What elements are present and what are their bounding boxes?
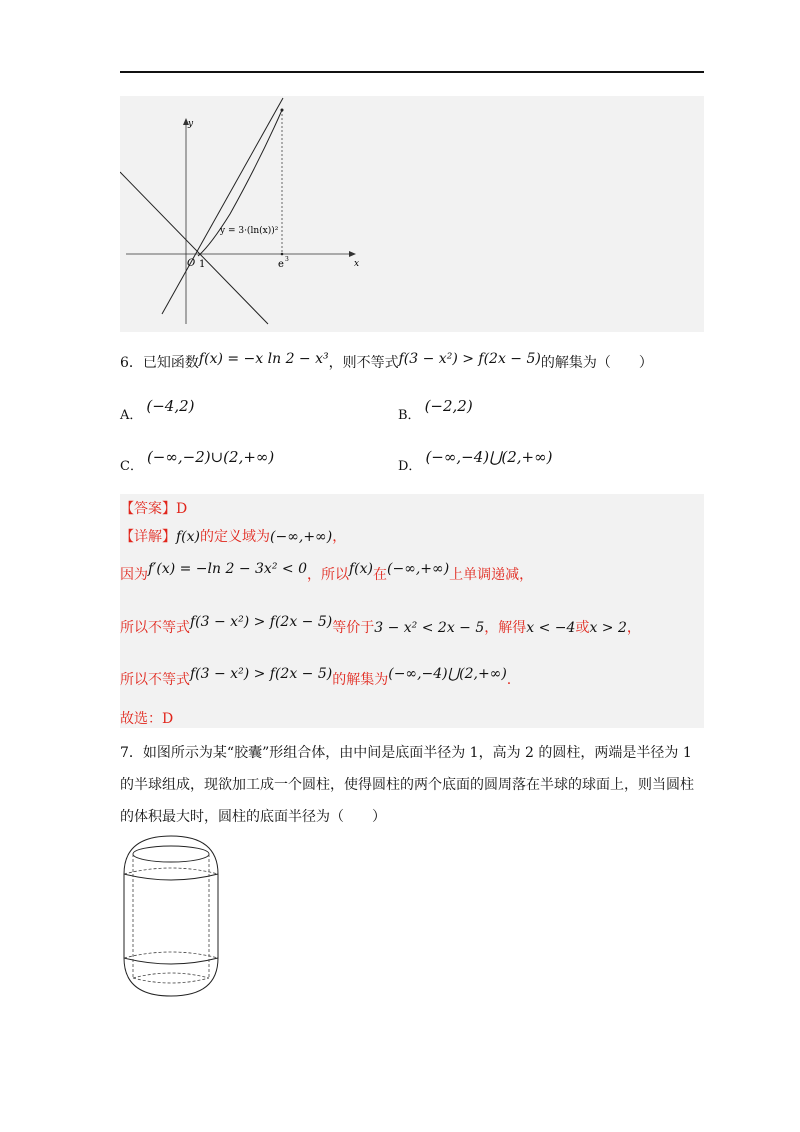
detail-domain: (−∞,+∞) xyxy=(270,529,333,545)
detail-line-4 xyxy=(120,666,512,689)
curve-endpoint xyxy=(281,109,284,112)
q7-line-3: 的体积最大时，圆柱的底面半径为（ ） xyxy=(120,809,386,825)
e3-tick xyxy=(281,253,284,256)
option-a-value: (−4,2) xyxy=(146,397,195,415)
detail-solve: ，解得 xyxy=(484,620,527,636)
tangent-line xyxy=(162,98,283,314)
origin-label: O xyxy=(187,258,196,269)
detail-fx: f(x) xyxy=(176,529,201,545)
detail-so-ineq-2: 所以不等式 xyxy=(120,672,190,688)
option-c-label: C． xyxy=(120,459,143,474)
detail-ineq-2: f(3 − x²) > f(2x − 5) xyxy=(190,666,333,682)
detail-line-5 xyxy=(120,708,173,728)
detail-solution-set: (−∞,−4)⋃(2,+∞) xyxy=(388,666,507,682)
solution-block xyxy=(120,494,704,728)
option-a-label: A． xyxy=(120,408,143,423)
answer-value: D xyxy=(176,501,188,517)
graph-figure xyxy=(120,96,704,332)
detail-so-ineq: 所以不等式 xyxy=(120,620,190,636)
q6-number: 6． xyxy=(120,355,143,371)
detail-equivalent: 等价于 xyxy=(332,620,375,636)
q6-text-2: ，则不等式 xyxy=(328,355,399,371)
upper-ellipse-back xyxy=(124,868,218,874)
q7-line-2: 的半球组成，现欲加工成一个圆柱，使得圆柱的两个底面的圆周落在半球的球面上，则当圆柱 xyxy=(120,777,694,793)
option-c[interactable] xyxy=(120,448,275,474)
answer-line xyxy=(120,498,187,518)
detail-derivative: f′(x) = −ln 2 − 3x² < 0 xyxy=(148,561,307,577)
detail-line-3 xyxy=(120,614,641,637)
q6-text-3: 的解集为（ ） xyxy=(540,355,653,371)
detail-line-1-end: ， xyxy=(332,529,347,545)
lower-ellipse-back xyxy=(124,952,218,958)
detail-on: 在 xyxy=(373,567,387,583)
detail-line-2 xyxy=(120,561,534,584)
detail-period: . xyxy=(506,672,512,688)
q7-line-1: 7．如图所示为某“胶囊”形组合体，由中间是底面半径为 1，高为 2 的圆柱，两端是半径为 1 xyxy=(120,745,692,761)
option-c-value: (−∞,−2)∪(2,+∞) xyxy=(146,448,275,466)
detail-so: ，所以 xyxy=(306,567,349,583)
option-d-label: D． xyxy=(398,459,422,474)
e-label: e xyxy=(278,259,284,270)
x-axis-label: x xyxy=(354,259,360,269)
decreasing-line xyxy=(120,172,268,324)
option-b[interactable] xyxy=(398,397,473,423)
e-exponent: 3 xyxy=(285,256,289,263)
inner-cylinder-top xyxy=(133,846,209,862)
detail-domain-text: 的定义域为 xyxy=(200,529,271,545)
inner-cylinder-bottom xyxy=(133,978,209,983)
answer-tag: 【答案】 xyxy=(120,501,176,517)
detail-fx-2: f(x) xyxy=(348,561,373,577)
detail-tag: 【详解】 xyxy=(120,529,176,545)
option-d[interactable] xyxy=(398,448,553,474)
option-a[interactable] xyxy=(120,397,195,423)
option-b-label: B． xyxy=(398,408,421,423)
upper-ellipse-front xyxy=(124,874,218,880)
detail-line-3-end: ， xyxy=(626,620,641,636)
header-rule xyxy=(120,71,704,73)
graph-svg xyxy=(120,96,704,332)
inner-cylinder-bottom-back xyxy=(133,973,209,978)
q6-function-def: f(x) = −x ln 2 − x³ xyxy=(198,351,329,367)
one-label: 1 xyxy=(199,259,206,270)
detail-domain-2: (−∞,+∞) xyxy=(387,561,450,577)
detail-sol-1: x < −4 xyxy=(526,620,576,636)
detail-solution-set-text: 的解集为 xyxy=(332,672,389,688)
lower-ellipse-front xyxy=(124,958,218,964)
detail-or: 或 xyxy=(575,620,590,636)
detail-equiv-expr: 3 − x² < 2x − 5 xyxy=(374,620,485,636)
q6-inequality: f(3 − x²) > f(2x − 5) xyxy=(398,351,541,367)
detail-ineq: f(3 − x²) > f(2x − 5) xyxy=(190,614,333,630)
final-choice: 故选：D xyxy=(120,711,174,727)
option-b-value: (−2,2) xyxy=(424,397,473,415)
curve-label: y = 3·(ln(x))² xyxy=(220,226,279,236)
y-axis-label: y xyxy=(188,119,194,129)
x-axis-arrow xyxy=(349,251,356,257)
detail-decreasing: 上单调递减， xyxy=(449,567,534,583)
q6-text-1: 已知函数 xyxy=(142,355,199,371)
detail-sol-2: x > 2 xyxy=(589,620,627,636)
capsule-figure xyxy=(118,830,228,1000)
detail-because: 因为 xyxy=(120,567,148,583)
detail-line-1 xyxy=(120,526,346,546)
question-6 xyxy=(120,352,653,372)
option-d-value: (−∞,−4)⋃(2,+∞) xyxy=(425,448,553,466)
